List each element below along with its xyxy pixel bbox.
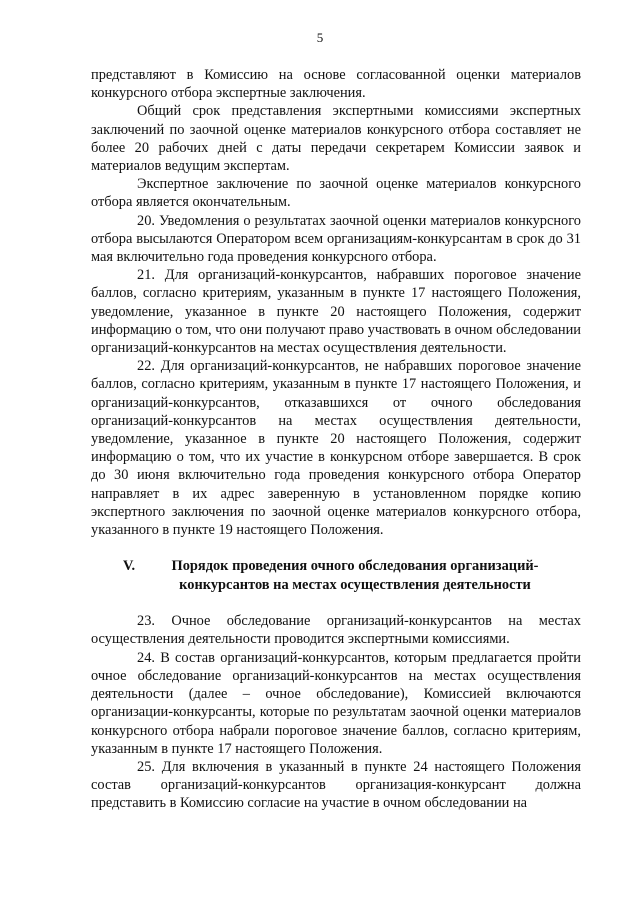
paragraph-item-21: 21. Для организаций-конкурсантов, набравших пороговое значение баллов, согласно критериям, указанным в пункте 17 настоящего Положения, уведомление, указанное в пункте 20 настоящего Положения, содержит информацию о том, что они получают право участвовать в очном обследовании организаций-конкурсантов на местах осуществления деятельности. [91,267,581,357]
paragraph-continuation: представляют в Комиссию на основе согласованной оценки материалов конкурсного отбора экспертные заключения. [91,67,581,102]
section-title-line-2: конкурсантов на местах осуществления деятельности [179,576,531,593]
document-body [91,66,581,813]
paragraph-item-22: 22. Для организаций-конкурсантов, не набравших пороговое значение баллов, согласно критериям, указанным в пункте 17 настоящего Положения, и организаций-конкурсантов, отказавшихся от очного обследования организаций-конкурсантов на местах осуществления деятельности, уведомление, указанное в пункте 20 настоящего Положения, содержит информацию о том, что их участие в конкурсном отборе завершается. В срок до 30 июня включительно года проведения конкурсного отбора Оператор направляет в их адрес заверенную в установленном порядке копию экспертного заключения по заочной оценке материалов конкурсного отбора, указанного в пункте 19 настоящего Положения. [91,358,581,539]
section-title-line-1: Порядок проведения очного обследования организаций- [171,558,539,575]
paragraph-item-23: 23. Очное обследование организаций-конкурсантов на местах осуществления деятельности проводится экспертными комиссиями. [91,613,581,648]
page-number: 5 [316,30,324,45]
paragraph-final-conclusion: Экспертное заключение по заочной оценке материалов конкурсного отбора является окончательным. [91,176,581,211]
paragraph-review-deadline: Общий срок представления экспертными комиссиями экспертных заключений по заочной оценке материалов конкурсного отбора составляет не более 20 рабочих дней с даты передачи секретарем Комиссии заявок и материалов ведущим экспертам. [91,103,581,175]
paragraph-item-25: 25. Для включения в указанный в пункте 24 настоящего Положения состав организаций-конкурсантов организация-конкурсант должна представить в Комиссию согласие на участие в очном обследовании на [91,758,581,812]
section-numeral: V. [123,558,136,575]
paragraph-item-20: 20. Уведомления о результатах заочной оценки материалов конкурсного отбора высылаются Оператором всем организациям-конкурсантам в срок до 31 мая включительно года проведения конкурсного отбора. [91,212,581,266]
section-heading [91,557,581,594]
paragraph-item-24: 24. В состав организаций-конкурсантов, которым предлагается пройти очное обследование организаций-конкурсантов на местах осуществления деятельности (далее – очное обследование), Комиссией включаются организации-конкурсанты, которые по результатам заочной оценки материалов конкурсного отбора набрали пороговое значение баллов, согласно критериям, указанным в пункте 17 настоящего Положения. [91,649,581,757]
